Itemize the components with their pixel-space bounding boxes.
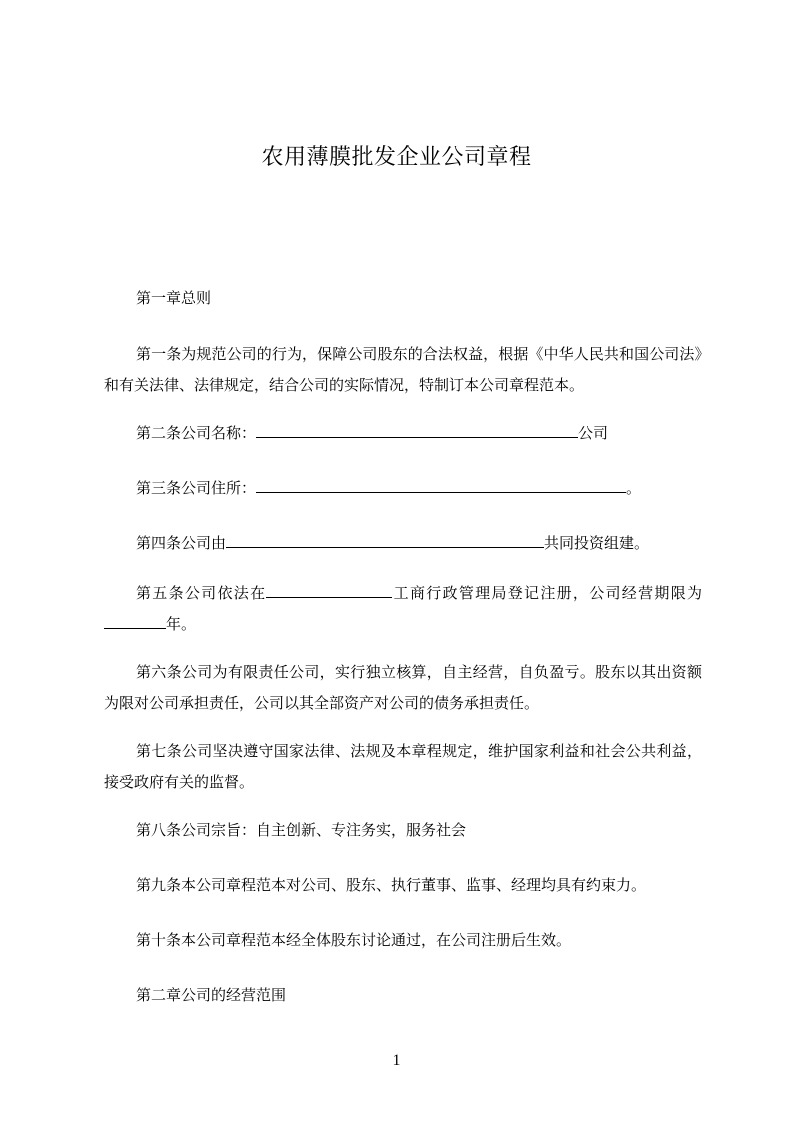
article-9: 第九条本公司章程范本对公司、股东、执行董事、监事、经理均具有约束力。: [136, 876, 647, 894]
registration-bureau-blank: [266, 583, 392, 598]
chapter2-heading: 第二章公司的经营范围: [136, 986, 287, 1004]
article-7: 第七条公司坚决遵守国家法律、法规及本章程规定，维护国家利益和社会公共利益，接受政府有关的监督。: [104, 742, 702, 791]
company-name-blank: [256, 423, 578, 438]
article-5-prefix: 第五条公司依法在: [136, 584, 267, 602]
article-2-suffix: 公司: [578, 424, 609, 442]
investors-blank: [226, 533, 544, 548]
company-address-blank: [256, 478, 626, 493]
article-2: [104, 418, 702, 449]
article-5-middle: 工商行政管理局登记注册，公司经营期限为: [392, 584, 702, 602]
article-6: 第六条公司为有限责任公司，实行独立核算，自主经营，自负盈亏。股东以其出资额为限对公司承担责任，公司以其全部资产对公司的债务承担责任。: [104, 663, 702, 712]
article-4: [104, 528, 702, 559]
article-5: [104, 578, 702, 640]
article-3-prefix: 第三条公司住所：: [136, 479, 257, 497]
article-3-suffix: 。: [626, 479, 642, 497]
article-2-prefix: 第二条公司名称：: [136, 424, 257, 442]
document-title: 农用薄膜批发企业公司章程: [261, 145, 532, 170]
chapter1-heading: 第一章总则: [136, 289, 212, 307]
article-3: [104, 473, 702, 504]
article-10: 第十条本公司章程范本经全体股东讨论通过，在公司注册后生效。: [136, 931, 572, 949]
article-1: 第一条为规范公司的行为，保障公司股东的合法权益，根据《中华人民共和国公司法》和有关法律、法律规定，结合公司的实际情况，特制订本公司章程范本。: [104, 345, 702, 394]
article-4-suffix: 共同投资组建。: [544, 534, 650, 552]
article-8: 第八条公司宗旨：自主创新、专注务实，服务社会: [136, 821, 467, 839]
article-4-prefix: 第四条公司由: [136, 534, 227, 552]
page-number: 1: [392, 1052, 401, 1069]
article-5-suffix: 年。: [166, 615, 197, 633]
term-years-blank: [104, 614, 166, 629]
